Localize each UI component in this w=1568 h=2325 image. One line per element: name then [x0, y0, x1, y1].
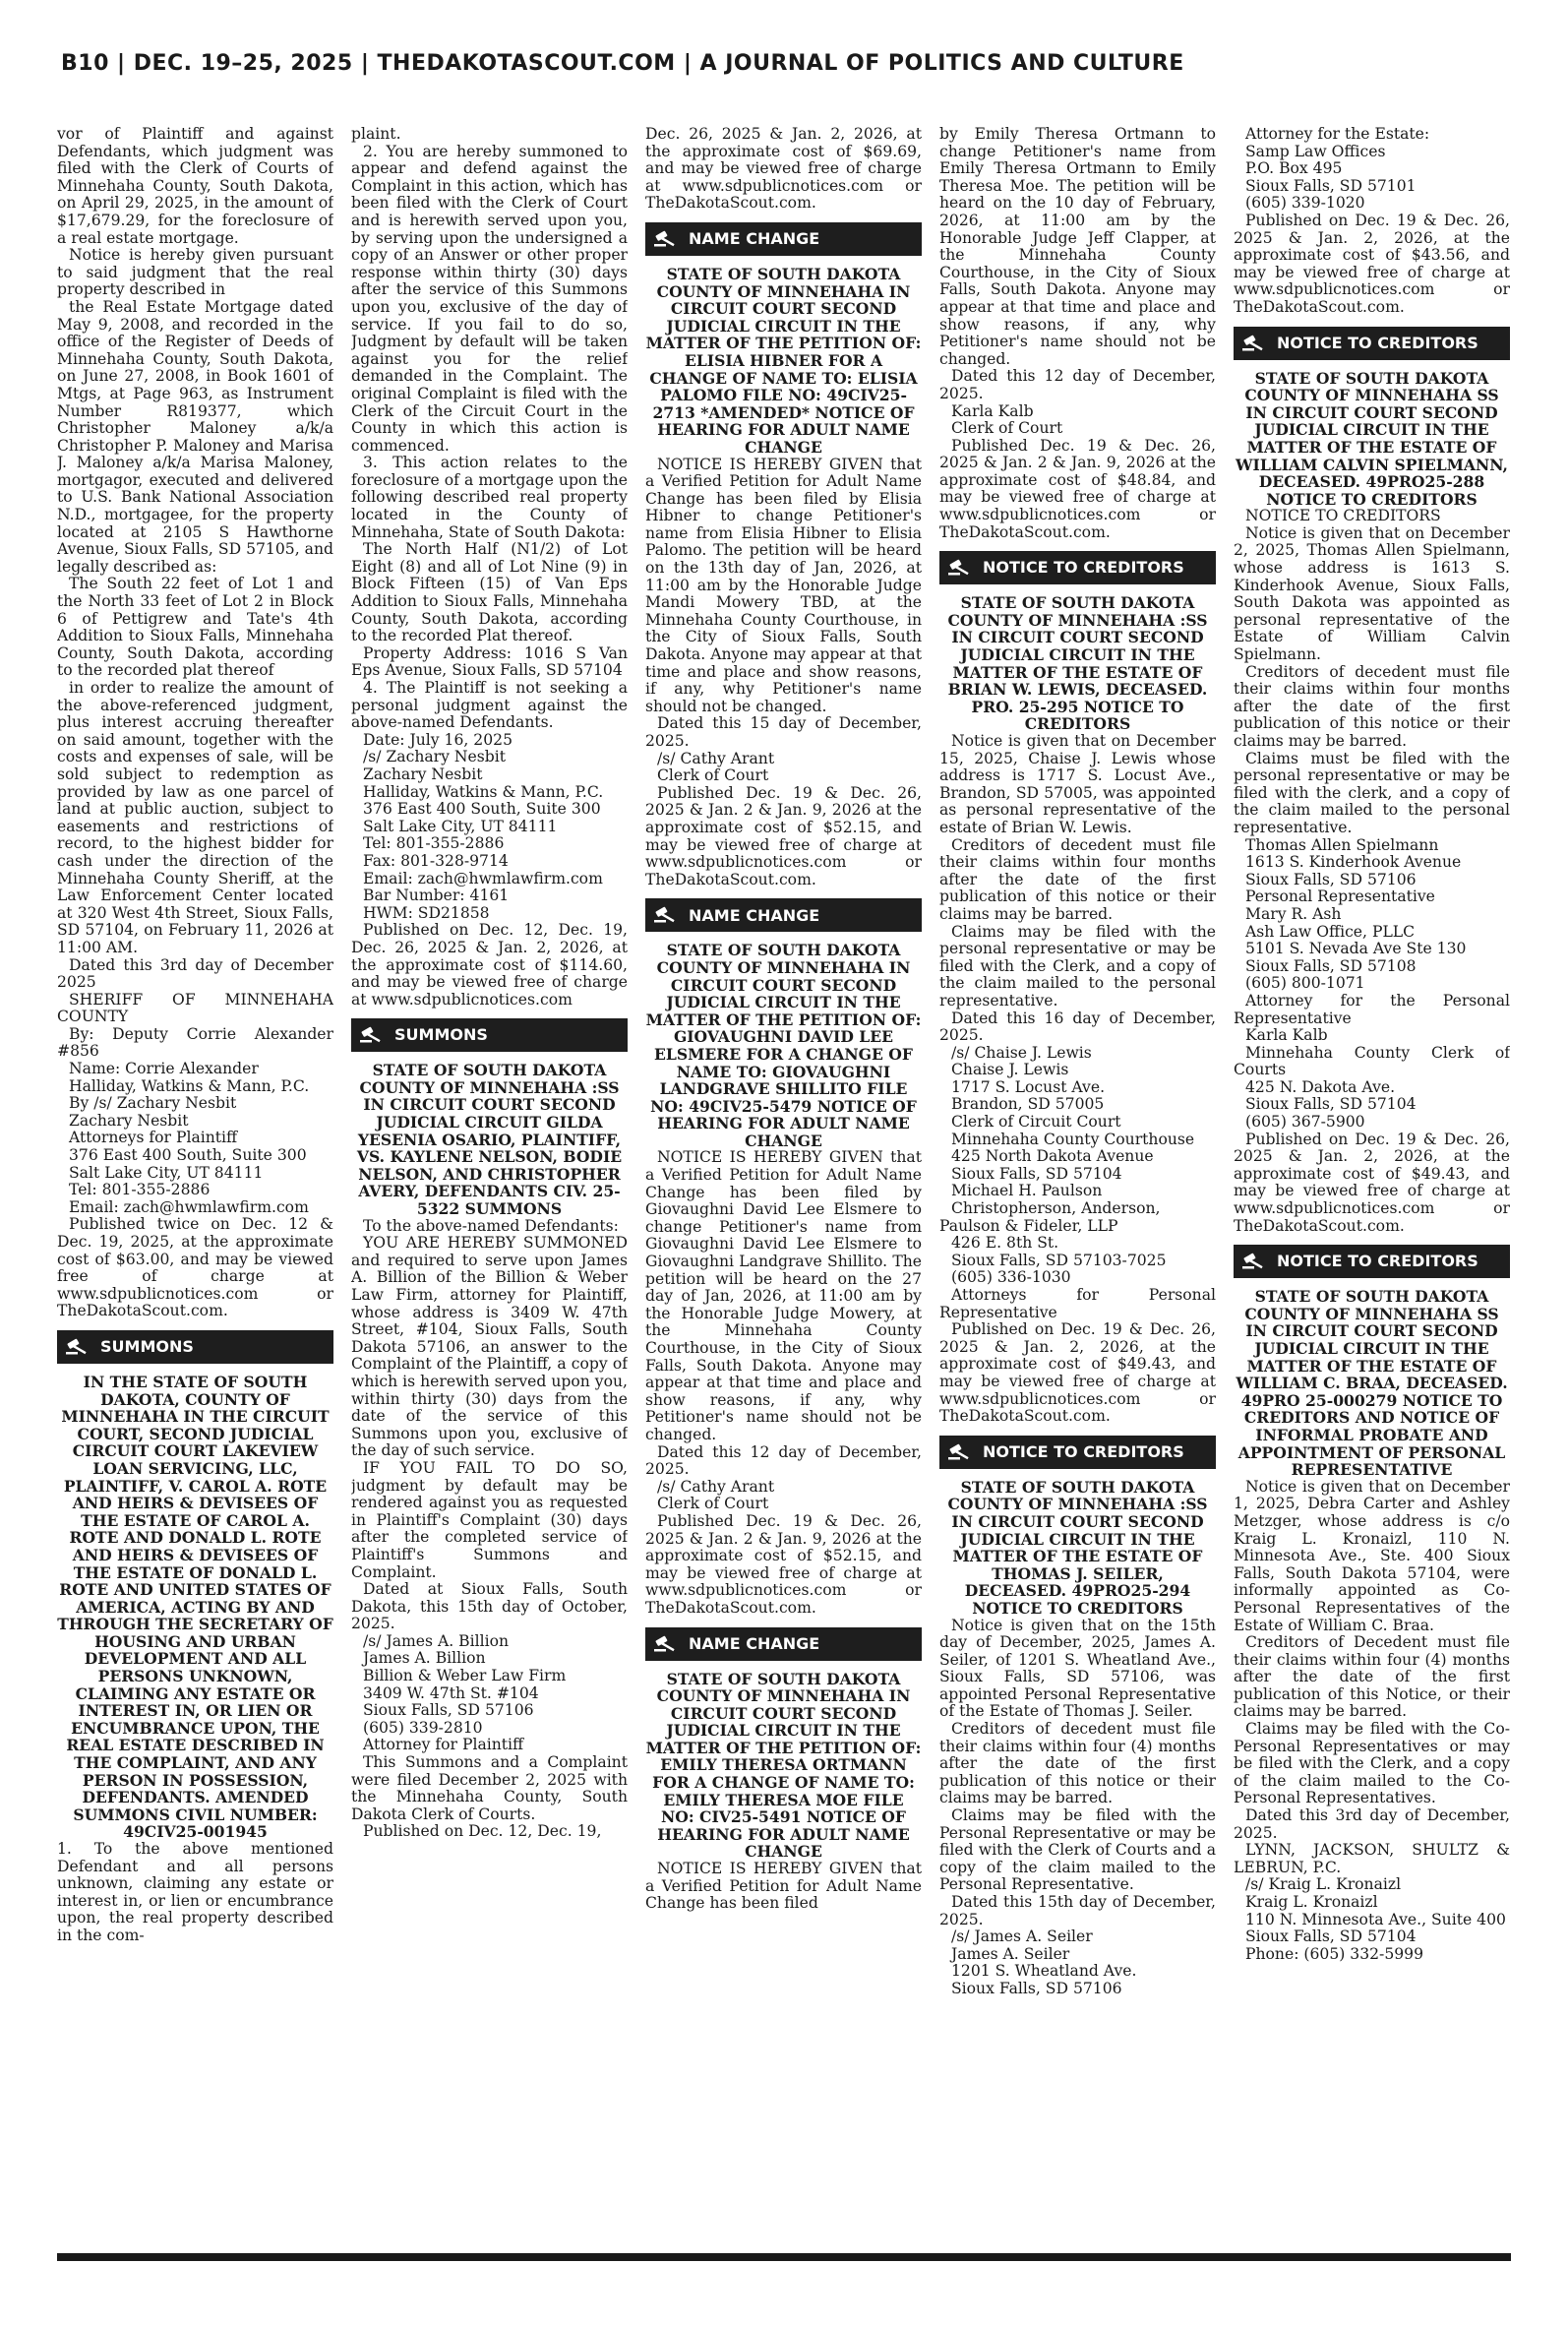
notice-paragraph: Published on Dec. 12, Dec. 19, Dec. 26, 2025 & Jan. 2, 2026, at the approximate cost of $114.60, and may be viewed free of charge at www.sdpublicnotices.com: [351, 921, 628, 1009]
notice-paragraph: Attorney for Plaintiff: [363, 1736, 524, 1754]
notice-paragraph: Name: Corrie Alexander: [69, 1060, 259, 1078]
column-5: [1234, 126, 1510, 2241]
notice-caption: STATE OF SOUTH DAKOTA COUNTY OF MINNEHAHA IN CIRCUIT COURT SECOND JUDICIAL CIRCUIT IN THE MATTER OF THE PETITION OF: ELISIA HIBNER FOR A CHANGE OF NAME TO: ELISIA PALOMO FILE NO: 49CIV25-2713 *AMENDED* NOTICE OF HEARING FOR ADULT NAME CHANGE: [645, 264, 922, 457]
notice-paragraph: Email: zach@hwmlawfirm.com: [363, 869, 603, 887]
notice-paragraph: James A. Billion: [363, 1649, 486, 1668]
notice-paragraph: Published Dec. 19 & Dec. 26, 2025 & Jan. 2 & Jan. 9, 2026 at the approximate cost of $52.15, and may be viewed free of charge at www.sdpublicnotices.com or TheDakotaScout.com.: [645, 783, 922, 888]
notice-paragraph: Karla Kalb: [951, 401, 1034, 420]
notice-paragraph: NOTICE IS HEREBY GIVEN that a Verified Petition for Adult Name Change has been filed by Giovaughni David Lee Elsmere to change Petitioner's name from Giovaughni David Lee Elsmere to Giovaughni Landgrave Shillito. The petition will be heard on the 27 day of Jan, 2026, at 11:00 am by the Honorable Judge Mowery, at the Minnehaha County Courthouse, in the City of Sioux Falls, South Dakota. Anyone may appear at that time and place and show reasons, if any, why Petitioner's name should not be changed.: [645, 1148, 922, 1443]
notice-paragraph: Property Address: 1016 S Van Eps Avenue, Sioux Falls, SD 57104: [351, 643, 628, 680]
notice-paragraph: Dated this 16 day of December, 2025.: [939, 1009, 1216, 1045]
notice-paragraph: 426 E. 8th St.: [951, 1234, 1059, 1253]
notice-paragraph: Sioux Falls, SD 57108: [1245, 956, 1417, 975]
notice-paragraph: Notice is given that on December 1, 2025, Debra Carter and Ashley Metzger, whose address is c/o Kraig L. Kronaizl, 110 N. Minnesota Ave., Ste. 400 Sioux Falls, South Dakota 57104, were informally appointed as Co-Personal Representatives of the Estate of William C. Braa.: [1234, 1477, 1510, 1634]
notice-paragraph: Claims may be filed with the Personal Representative or may be filed with the Clerk of Courts and a copy of the claim mailed to the Personal Representative.: [939, 1806, 1216, 1894]
section-banner-label: NOTICE TO CREDITORS: [1277, 1252, 1478, 1271]
notice-paragraph: Sioux Falls, SD 57106: [951, 1979, 1122, 1997]
notice-caption: STATE OF SOUTH DAKOTA COUNTY OF MINNEHAHA :SS IN CIRCUIT COURT SECOND JUDICIAL CIRCUIT IN THE MATTER OF THE ESTATE OF BRIAN W. LEWIS, DECEASED. PRO. 25-295 NOTICE TO CREDITORS: [947, 593, 1208, 734]
notice-paragraph: Karla Kalb: [1245, 1026, 1328, 1045]
notice-paragraph: /s/ Zachary Nesbit: [363, 748, 507, 766]
notice-paragraph: The North Half (N1/2) of Lot Eight (8) and all of Lot Nine (9) in Block Fifteen (15) of Van Eps Addition to Sioux Falls, Minnehaha County, South Dakota, according to the recorded Plat thereof.: [351, 540, 628, 645]
notice-paragraph: vor of Plaintiff and against Defendants, which judgment was filed with the Clerk of Courts of Minnehaha County, South Dakota, on April 29, 2025, in the amount of $17,679.29, for the foreclosure of a real estate mortgage.: [57, 126, 333, 247]
gavel-icon: [1239, 334, 1269, 353]
notice-paragraph: Published on Dec. 19 & Dec. 26, 2025 & Jan. 2, 2026, at the approximate cost of $49.43, and may be viewed free of charge at www.sdpublicnotices.com or TheDakotaScout.com.: [1234, 1130, 1510, 1235]
notice-caption: IN THE STATE OF SOUTH DAKOTA, COUNTY OF MINNEHAHA IN THE CIRCUIT COURT, SECOND JUDICIAL CIRCUIT COURT LAKEVIEW LOAN SERVICING, LLC, PLAINTIFF, V. CAROL A. ROTE AND HEIRS & DEVISEES OF THE ESTATE OF CAROL A. ROTE AND DONALD L. ROTE AND HEIRS & DEVISEES OF THE ESTATE OF DONALD L. ROTE AND UNITED STATES OF AMERICA, ACTING BY AND THROUGH THE SECRETARY OF HOUSING AND URBAN DEVELOPMENT AND ALL PERSONS UNKNOWN, CLAIMING ANY ESTATE OR INTEREST IN, OR LIEN OR ENCUMBRANCE UPON, THE REAL ESTATE DESCRIBED IN THE COMPLAINT, AND ANY PERSON IN POSSESSION, DEFENDANTS. AMENDED SUMMONS CIVIL NUMBER: 49CIV25-001945: [57, 1372, 333, 1842]
notice-paragraph: /s/ James A. Billion: [363, 1631, 510, 1650]
notice-paragraph: Claims may be filed with the personal representative or may be filed with the Clerk, and a copy of the claim mailed to the personal representative.: [939, 922, 1216, 1010]
notice-paragraph: Sioux Falls, SD 57101: [1245, 176, 1417, 195]
notice-paragraph: Zachary Nesbit: [69, 1111, 189, 1130]
section-banner: [645, 222, 922, 256]
notice-paragraph: Sioux Falls, SD 57104: [1245, 1927, 1417, 1946]
notice-paragraph: The South 22 feet of Lot 1 and the North 33 feet of Lot 2 in Block 6 of Pettigrew and Tate's 4th Addition to Sioux Falls, Minnehaha County, South Dakota, according to the recorded plat thereof: [57, 575, 333, 680]
notice-paragraph: 376 East 400 South, Suite 300: [69, 1146, 307, 1165]
notice-paragraph: Date: July 16, 2025: [363, 730, 513, 749]
notice-paragraph: 425 North Dakota Avenue: [951, 1147, 1154, 1166]
notice-paragraph: Bar Number: 4161: [363, 887, 510, 905]
notice-paragraph: /s/ Chaise J. Lewis: [951, 1043, 1092, 1062]
notice-paragraph: 1. To the above mentioned Defendant and all persons unknown, claiming any estate or interest in, or lien or encumbrance upon, the real property described in the com-: [57, 1840, 333, 1944]
gavel-icon: [651, 229, 681, 249]
notice-paragraph: Sioux Falls, SD 57104: [1245, 1095, 1417, 1114]
notice-paragraph: (605) 336-1030: [951, 1268, 1071, 1287]
notice-paragraph: Dated this 12 day of December, 2025.: [645, 1442, 922, 1479]
notice-paragraph: SHERIFF OF MINNEHAHA COUNTY: [57, 990, 333, 1026]
notice-paragraph: Sioux Falls, SD 57104: [951, 1164, 1122, 1183]
notice-paragraph: (605) 339-1020: [1245, 194, 1365, 213]
notice-paragraph: Halliday, Watkins & Mann, P.C.: [69, 1076, 310, 1095]
notice-paragraph: Minnehaha County Clerk of Courts: [1234, 1043, 1510, 1079]
notice-paragraph: Mary R. Ash: [1245, 904, 1342, 923]
notice-paragraph: 3409 W. 47th St. #104: [363, 1683, 539, 1702]
notice-paragraph: Creditors of decedent must file their claims within four months after the date of the first publication of this notice or their claims may be barred.: [1234, 662, 1510, 750]
notice-paragraph: in order to realize the amount of the above-referenced judgment, plus interest accruing thereafter on said amount, together with the costs and expenses of sale, will be sold subject to redemption as provided by law as one parcel of land at public auction, subject to easements and restrictions of record, to the highest bidder for cash under the direction of the Minnehaha County Sheriff, at the Law Enforcement Center located at 320 West 4th Street, Sioux Falls, SD 57104, on February 11, 2026 at 11:00 AM.: [57, 679, 333, 956]
notice-paragraph: Thomas Allen Spielmann: [1245, 835, 1439, 854]
section-banner: [645, 898, 922, 932]
notice-paragraph: Christopherson, Anderson, Paulson & Fideler, LLP: [939, 1199, 1161, 1235]
notice-paragraph: Clerk of Court: [657, 1495, 769, 1513]
notice-paragraph: 376 East 400 South, Suite 300: [363, 800, 601, 819]
notice-paragraph: Dated at Sioux Falls, South Dakota, this 15th day of October, 2025.: [351, 1580, 628, 1633]
notice-paragraph: NOTICE IS HEREBY GIVEN that a Verified Petition for Adult Name Change has been filed: [645, 1860, 922, 1913]
section-banner-label: NAME CHANGE: [689, 229, 820, 249]
notice-paragraph: Sioux Falls, SD 57106: [363, 1701, 534, 1720]
notice-caption: STATE OF SOUTH DAKOTA COUNTY OF MINNEHAHA IN CIRCUIT COURT SECOND JUDICIAL CIRCUIT IN THE MATTER OF THE PETITION OF: EMILY THERESA ORTMANN FOR A CHANGE OF NAME TO: EMILY THERESA MOE FILE NO: CIV25-5491 NOTICE OF HEARING FOR ADULT NAME CHANGE: [645, 1669, 922, 1862]
notice-paragraph: Notice is hereby given pursuant to said judgment that the real property described in: [57, 246, 333, 299]
notices-columns: [57, 126, 1511, 2241]
notice-paragraph: 1717 S. Locust Ave.: [951, 1077, 1106, 1096]
notice-paragraph: Billion & Weber Law Firm: [363, 1667, 567, 1685]
section-banner-label: NAME CHANGE: [689, 1633, 820, 1653]
page-header: B10 | DEC. 19–25, 2025 | THEDAKOTASCOUT.COM | A JOURNAL OF POLITICS AND CULTURE: [61, 51, 1184, 76]
section-banner-label: SUMMONS: [394, 1025, 488, 1045]
column-1: [57, 126, 333, 2241]
notice-paragraph: NOTICE IS HEREBY GIVEN that a Verified Petition for Adult Name Change has been filed by Elisia Hibner to change Petitioner's name from Elisia Hibner to Elisia Palomo. The petition will be heard on the 13th day of Jan, 2026, at 11:00 am by the Honorable Judge Mandi Mowery TBD, at the Minnehaha County Courthouse, in the City of Sioux Falls, South Dakota. Anyone may appear at that time and place and show reasons, if any, why Petitioner's name should not be changed.: [645, 455, 922, 715]
notice-caption: STATE OF SOUTH DAKOTA COUNTY OF MINNEHAHA :SS IN CIRCUIT COURT SECOND JUDICIAL CIRCUIT GILDA YESENIA OSARIO, PLAINTIFF, VS. KAYLENE NELSON, BODIE NELSON, AND CHRISTOPHER AVERY, DEFENDANTS CIV. 25-5322 SUMMONS: [356, 1061, 623, 1219]
section-banner-label: NOTICE TO CREDITORS: [983, 1441, 1184, 1461]
notice-paragraph: Clerk of Court: [951, 419, 1063, 438]
notice-paragraph: Published twice on Dec. 12 & Dec. 19, 2025, at the approximate cost of $63.00, and may be viewed free of charge at www.sdpublicnotices.com or TheDakotaScout.com.: [57, 1215, 333, 1320]
notice-paragraph: Minnehaha County Courthouse: [951, 1130, 1195, 1148]
notice-paragraph: the Real Estate Mortgage dated May 9, 2008, and recorded in the office of the Register of Deeds of Minnehaha County, South Dakota, on June 27, 2008, in Book 1601 of Mtgs, at Page 963, as Instrument Number R819377, which Christopher Maloney a/k/a Christopher P. Maloney and Marisa J. Maloney a/k/a Marisa Maloney, mortgagor, executed and delivered to U.S. Bank National Association N.D., mortgagee, for the property located at 2105 S Hawthorne Avenue, Sioux Falls, SD 57105, and legally described as:: [57, 297, 333, 576]
notice-paragraph: James A. Seiler: [951, 1944, 1070, 1963]
gavel-icon: [651, 1634, 681, 1654]
notice-paragraph: Published on Dec. 19 & Dec. 26, 2025 & Jan. 2, 2026, at the approximate cost of $49.43, and may be viewed free of charge at www.sdpublicnotices.com or TheDakotaScout.com.: [939, 1320, 1216, 1426]
notice-paragraph: Email: zach@hwmlawfirm.com: [69, 1197, 309, 1216]
notice-paragraph: Phone: (605) 332-5999: [1245, 1944, 1424, 1963]
gavel-icon: [651, 905, 681, 925]
notice-paragraph: 425 N. Dakota Ave.: [1245, 1077, 1396, 1096]
notice-paragraph: Attorneys for Plaintiff: [69, 1129, 238, 1147]
notice-paragraph: P.O. Box 495: [1245, 159, 1343, 178]
notice-paragraph: Notice is given that on the 15th day of December, 2025, James A. Seiler, of 1201 S. Wheatland Ave., Sioux Falls, SD 57106, was appointed Personal Representative of the Estate of Thomas J. Seiler.: [939, 1616, 1216, 1721]
notice-paragraph: Claims must be filed with the personal representative or may be filed with the clerk, and a copy of the claim mailed to the personal representative.: [1234, 749, 1510, 836]
notice-paragraph: Salt Lake City, UT 84111: [363, 817, 558, 835]
notice-paragraph: Published on Dec. 19 & Dec. 26, 2025 & Jan. 2, 2026, at the approximate cost of $43.56, and may be viewed free of charge at www.sdpublicnotices.com or TheDakotaScout.com.: [1234, 211, 1510, 316]
gavel-icon: [63, 1337, 92, 1357]
notice-paragraph: Sioux Falls, SD 57103-7025: [951, 1251, 1167, 1269]
notice-paragraph: by Emily Theresa Ortmann to change Petitioner's name from Emily Theresa Ortmann to Emily Theresa Moe. The petition will be heard on the 10 day of February, 2026, at 11:00 am by the Honorable Judge Jeff Clapper, at the Minnehaha County Courthouse, in the City of Sioux Falls, South Dakota. Anyone may appear at that time and place and show reasons, if any, why Petitioner's name should not be changed.: [939, 126, 1216, 368]
notice-paragraph: By: Deputy Corrie Alexander #856: [57, 1024, 333, 1061]
notice-paragraph: 2. You are hereby summoned to appear and defend against the Complaint in this action, which has been filed with the Clerk of Court and is herewith served upon you, by serving upon the undersigned a copy of an Answer or other proper response within thirty (30) days after the service of this Summons upon you, exclusive of the day of service. If you fail to do so, Judgment by default will be taken against you for the relief demanded in the Complaint. The original Complaint is filed with the Clerk of the Circuit Court in the County in which this action is commenced.: [351, 142, 628, 455]
notice-paragraph: Attorney for the Personal Representative: [1234, 991, 1510, 1027]
notice-paragraph: 5101 S. Nevada Ave Ste 130: [1245, 940, 1467, 958]
section-banner: [1234, 327, 1510, 360]
notice-paragraph: By /s/ Zachary Nesbit: [69, 1094, 237, 1113]
notice-paragraph: YOU ARE HEREBY SUMMONED and required to serve upon James A. Billion of the Billion & Weber Law Firm, attorney for Plaintiff, whose address is 3409 W. 47th Street, #104, Sioux Falls, South Dakota 57106, an answer to the Complaint of the Plaintiff, a copy of which is herewith served upon you, within thirty (30) days from the date of the service of this Summons upon you, exclusive of the day of such service.: [351, 1234, 628, 1460]
column-4: [939, 126, 1216, 2241]
notice-paragraph: Kraig L. Kronaizl: [1245, 1893, 1378, 1911]
notice-paragraph: Dec. 26, 2025 & Jan. 2, 2026, at the approximate cost of $69.69, and may be viewed free of charge at www.sdpublicnotices.com or TheDakotaScout.com.: [645, 126, 922, 213]
notice-caption: STATE OF SOUTH DAKOTA COUNTY OF MINNEHAHA IN CIRCUIT COURT SECOND JUDICIAL CIRCUIT IN THE MATTER OF THE PETITION OF: GIOVAUGHNI DAVID LEE ELSMERE FOR A CHANGE OF NAME TO: GIOVAUGHNI LANDGRAVE SHILLITO FILE NO: 49CIV25-5479 NOTICE OF HEARING FOR ADULT NAME CHANGE: [645, 941, 922, 1150]
notice-paragraph: Dated this 15th day of December, 2025.: [939, 1893, 1216, 1928]
notice-paragraph: Claims may be filed with the Co-Personal Representatives or may be filed with the Clerk, and a copy of the claim mailed to the Co-Personal Representatives.: [1234, 1720, 1510, 1807]
notice-paragraph: Attorney for the Estate:: [1245, 126, 1430, 143]
section-banner: [57, 1330, 333, 1364]
gavel-icon: [945, 558, 975, 578]
notice-paragraph: 3. This action relates to the foreclosure of a mortgage upon the following described real property located in the County of Minnehaha, State of South Dakota:: [351, 454, 628, 541]
notice-caption: STATE OF SOUTH DAKOTA COUNTY OF MINNEHAHA SS IN CIRCUIT COURT SECOND JUDICIAL CIRCUIT IN THE MATTER OF THE ESTATE OF WILLIAM CALVIN SPIELMANN, DECEASED. 49PRO25-288 NOTICE TO CREDITORS: [1236, 368, 1508, 509]
notice-paragraph: Creditors of decedent must file their claims within four months after the date of the first publication of this notice or their claims may be barred.: [939, 835, 1216, 923]
section-banner: [939, 551, 1216, 584]
notice-paragraph: Dated this 3rd day of December 2025: [57, 955, 333, 992]
notice-paragraph: Published on Dec. 12, Dec. 19,: [363, 1822, 602, 1841]
notice-paragraph: Tel: 801-355-2886: [363, 834, 505, 853]
notice-paragraph: Dated this 12 day of December, 2025.: [939, 367, 1216, 402]
notice-paragraph: Personal Representative: [1245, 887, 1435, 906]
section-banner: [1234, 1245, 1510, 1278]
section-banner-label: SUMMONS: [100, 1337, 194, 1357]
section-banner: [645, 1627, 922, 1661]
notice-paragraph: Dated this 3rd day of December, 2025.: [1234, 1806, 1510, 1842]
notice-paragraph: /s/ Cathy Arant: [657, 749, 775, 767]
notice-caption: STATE OF SOUTH DAKOTA COUNTY OF MINNEHAHA SS IN CIRCUIT COURT SECOND JUDICIAL CIRCUIT IN THE MATTER OF THE ESTATE OF WILLIAM C. BRAA, DECEASED. 49PRO 25-000279 NOTICE TO CREDITORS AND NOTICE OF INFORMAL PROBATE AND APPOINTMENT OF PERSONAL REPRESENTATIVE: [1236, 1287, 1508, 1480]
gavel-icon: [1239, 1252, 1269, 1271]
notice-paragraph: /s/ Kraig L. Kronaizl: [1245, 1875, 1402, 1894]
notice-paragraph: Halliday, Watkins & Mann, P.C.: [363, 782, 604, 801]
notice-paragraph: Dated this 15 day of December, 2025.: [645, 714, 922, 750]
notice-paragraph: Ash Law Office, PLLC: [1245, 922, 1416, 941]
column-2: [351, 126, 628, 2241]
section-banner-label: NAME CHANGE: [689, 905, 820, 925]
notice-paragraph: IF YOU FAIL TO DO SO, judgment by default may be rendered against you as requested in Plaintiff's Complaint (30) days after the completed service of Plaintiff's Summons and Complaint.: [351, 1458, 628, 1581]
notice-paragraph: Attorneys for Personal Representative: [939, 1286, 1216, 1321]
notice-paragraph: (605) 800-1071: [1245, 974, 1365, 993]
bottom-rule: [57, 2253, 1511, 2261]
notice-paragraph: This Summons and a Complaint were filed December 2, 2025 with the Minnehaha County, South Dakota Clerk of Courts.: [351, 1753, 628, 1823]
notice-paragraph: Creditors of Decedent must file their claims within four (4) months after the date of the first publication of this Notice, or their claims may be barred.: [1234, 1633, 1510, 1721]
notice-paragraph: 110 N. Minnesota Ave., Suite 400: [1245, 1910, 1506, 1928]
notice-paragraph: (605) 339-2810: [363, 1718, 483, 1737]
notice-paragraph: Creditors of decedent must file their claims within four (4) months after the date of the first publication of this notice or their claims may be barred.: [939, 1720, 1216, 1807]
notice-paragraph: Clerk of Circuit Court: [951, 1113, 1121, 1132]
notice-paragraph: 1613 S. Kinderhook Avenue: [1245, 853, 1462, 872]
notice-paragraph: Brandon, SD 57005: [951, 1095, 1105, 1114]
notice-paragraph: Published Dec. 19 & Dec. 26, 2025 & Jan. 2 & Jan. 9, 2026 at the approximate cost of $48.84, and may be viewed free of charge at www.sdpublicnotices.com or TheDakotaScout.com.: [939, 436, 1216, 541]
notice-paragraph: Published Dec. 19 & Dec. 26, 2025 & Jan. 2 & Jan. 9, 2026 at the approximate cost of $52.15, and may be viewed free of charge at www.sdpublicnotices.com or TheDakotaScout.com.: [645, 1511, 922, 1617]
notice-paragraph: 1201 S. Wheatland Ave.: [951, 1962, 1137, 1981]
notice-paragraph: Samp Law Offices: [1245, 142, 1386, 160]
notice-paragraph: plaint.: [351, 126, 401, 143]
notice-paragraph: (605) 367-5900: [1245, 1113, 1365, 1132]
section-banner: [351, 1018, 628, 1052]
notice-paragraph: Fax: 801-328-9714: [363, 851, 509, 870]
notice-paragraph: LYNN, JACKSON, SHULTZ & LEBRUN, P.C.: [1234, 1841, 1510, 1876]
notice-paragraph: Notice is given that on December 15, 2025, Chaise J. Lewis whose address is 1717 S. Locust Ave., Brandon, SD 57005, was appointed as personal representative of the estate of Brian W. Lewis.: [939, 732, 1216, 836]
notice-paragraph: Salt Lake City, UT 84111: [69, 1163, 264, 1182]
notice-paragraph: Chaise J. Lewis: [951, 1061, 1069, 1079]
section-banner-label: NOTICE TO CREDITORS: [1277, 333, 1478, 352]
section-banner: [939, 1436, 1216, 1469]
section-banner-label: NOTICE TO CREDITORS: [983, 558, 1184, 578]
notice-paragraph: Clerk of Court: [657, 766, 769, 785]
notice-paragraph: Tel: 801-355-2886: [69, 1181, 211, 1199]
notice-paragraph: Sioux Falls, SD 57106: [1245, 870, 1417, 888]
notice-paragraph: /s/ James A. Seiler: [951, 1927, 1093, 1946]
notice-paragraph: Zachary Nesbit: [363, 765, 483, 783]
notice-paragraph: To the above-named Defendants:: [363, 1216, 619, 1235]
notice-paragraph: /s/ Cathy Arant: [657, 1477, 775, 1496]
notice-caption: STATE OF SOUTH DAKOTA COUNTY OF MINNEHAHA :SS IN CIRCUIT COURT SECOND JUDICIAL CIRCUIT IN THE MATTER OF THE ESTATE OF THOMAS J. SEILER, DECEASED. 49PRO25-294 NOTICE TO CREDITORS: [947, 1477, 1208, 1618]
notice-paragraph: Notice is given that on December 2, 2025, Thomas Allen Spielmann, whose address is 1613 S. Kinderhook Avenue, Sioux Falls, South Dakota was appointed as personal representative of the Estate of William Calvin Spielmann.: [1234, 523, 1510, 664]
gavel-icon: [945, 1442, 975, 1462]
notice-paragraph: NOTICE TO CREDITORS: [1245, 507, 1441, 525]
notice-paragraph: HWM: SD21858: [363, 903, 490, 922]
notice-paragraph: 4. The Plaintiff is not seeking a personal judgment against the above-named Defendants.: [351, 679, 628, 732]
notice-paragraph: Michael H. Paulson: [951, 1182, 1103, 1200]
column-3: [645, 126, 922, 2241]
gavel-icon: [357, 1025, 387, 1045]
